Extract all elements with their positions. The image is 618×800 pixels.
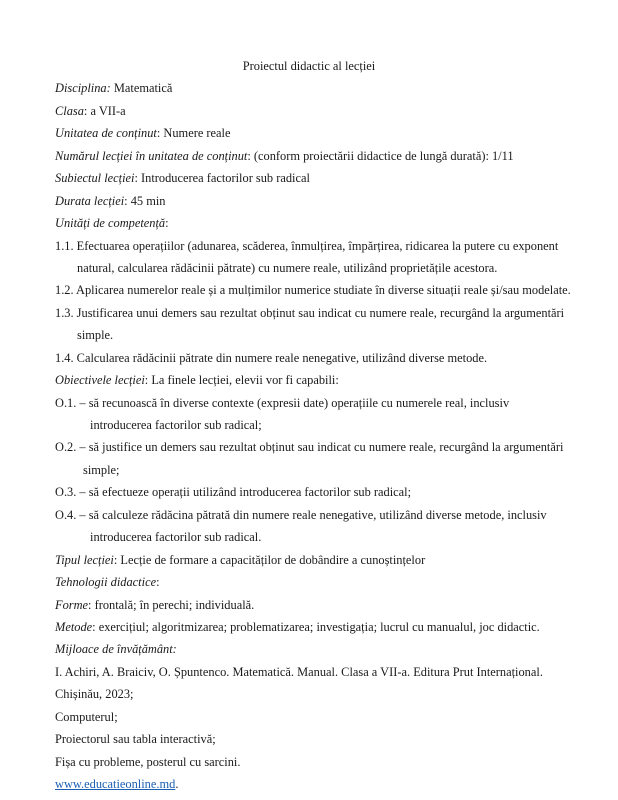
field-label: Numărul lecției în unitatea de conținut bbox=[55, 149, 248, 163]
field-value: : La finele lecției, elevii vor fi capabili: bbox=[144, 373, 339, 387]
obiectiv-o1-cont: introducerea factorilor sub radical; bbox=[90, 418, 262, 432]
field-label: Mijloace de învățământ: bbox=[55, 642, 177, 656]
field-label: Clasa bbox=[55, 104, 84, 118]
website-link[interactable]: www.educatieonline.md bbox=[55, 777, 176, 791]
field-label: Tehnologii didactice bbox=[55, 575, 157, 589]
mijloc-fisa: Fișa cu probleme, posterul cu sarcini. bbox=[55, 755, 241, 769]
field-value: : Lecție de formare a capacităților de dobândire a cunoștințelor bbox=[113, 553, 426, 567]
field-tipul bbox=[55, 552, 425, 568]
field-forme bbox=[55, 597, 254, 613]
field-value: : bbox=[165, 216, 169, 230]
field-label: Tipul lecției bbox=[55, 553, 114, 567]
mijloc-proiector: Proiectorul sau tabla interactivă; bbox=[55, 732, 216, 746]
obiective-heading bbox=[55, 372, 339, 388]
field-numarul bbox=[55, 148, 514, 164]
mijloc-manual: I. Achiri, A. Braiciv, O. Șpuntenco. Matematică. Manual. Clasa a VII-a. Editura Prut Internațional. bbox=[55, 665, 543, 679]
field-value: : (conform proiectării didactice de lungă durată): 1/11 bbox=[247, 149, 514, 163]
field-durata bbox=[55, 193, 165, 209]
mijloc-computer: Computerul; bbox=[55, 710, 118, 724]
field-value: Matematică bbox=[110, 81, 173, 95]
field-subiectul bbox=[55, 170, 310, 186]
field-value: : exercițiul; algoritmizarea; problematizarea; investigația; lucrul cu manualul, joc didactic. bbox=[92, 620, 540, 634]
field-label: Metode bbox=[55, 620, 93, 634]
field-label: Durata lecției bbox=[55, 194, 125, 208]
field-value: : bbox=[156, 575, 160, 589]
field-metode bbox=[55, 619, 540, 635]
page-title: Proiectul didactic al lecției bbox=[242, 59, 376, 73]
field-mijloace bbox=[55, 641, 177, 657]
competenta-1-1-cont: natural, calcularea rădăcinii pătrate) cu numere reale, utilizând proprietățile acestora. bbox=[77, 261, 498, 275]
obiectiv-o2-cont: simple; bbox=[83, 463, 120, 477]
field-label: Unități de competență bbox=[55, 216, 166, 230]
field-value: : frontală; în perechi; individuală. bbox=[88, 598, 255, 612]
website-line bbox=[55, 776, 178, 792]
obiectiv-o4-cont: introducerea factorilor sub radical. bbox=[90, 530, 262, 544]
competenta-1-3-cont: simple. bbox=[77, 328, 114, 342]
field-label: Disciplina: bbox=[55, 81, 111, 95]
competenta-1-1: 1.1. Efectuarea operațiilor (adunarea, scăderea, înmulțirea, împărțirea, ridicarea la putere cu exponent bbox=[55, 239, 559, 253]
field-label: Obiectivele lecției bbox=[55, 373, 145, 387]
obiectiv-o1: O.1. – să recunoască în diverse contexte (expresii date) operațiile cu numerele real, inclusiv bbox=[55, 396, 510, 410]
website-link-suffix: . bbox=[175, 777, 179, 791]
field-disciplina bbox=[55, 80, 172, 96]
competenta-1-4: 1.4. Calcularea rădăcinii pătrate din numere reale nenegative, utilizând diverse metode. bbox=[55, 351, 488, 365]
field-tehnologii bbox=[55, 574, 160, 590]
field-label: Unitatea de conținut bbox=[55, 126, 157, 140]
mijloc-manual-cont: Chișinău, 2023; bbox=[55, 687, 134, 701]
field-label: Subiectul lecției bbox=[55, 171, 135, 185]
field-unitatea bbox=[55, 125, 231, 141]
obiectiv-o2: O.2. – să justifice un demers sau rezultat obținut sau indicat cu numere reale, recurgând la argumentări bbox=[55, 440, 564, 454]
field-clasa bbox=[55, 103, 126, 119]
field-value: : Introducerea factorilor sub radical bbox=[134, 171, 310, 185]
field-label: Forme bbox=[55, 598, 89, 612]
obiectiv-o4: O.4. – să calculeze rădăcina pătrată din numere reale nenegative, utilizând diverse metode, inclusiv bbox=[55, 508, 547, 522]
competenta-1-2: 1.2. Aplicarea numerelor reale și a mulțimilor numerice studiate în diverse situații reale și/sau modelate. bbox=[55, 283, 571, 297]
competenta-1-3: 1.3. Justificarea unui demers sau rezultat obținut sau indicat cu numere reale, recurgând la argumentări bbox=[55, 306, 565, 320]
field-unitati bbox=[55, 215, 169, 231]
field-value: : a VII-a bbox=[83, 104, 126, 118]
obiectiv-o3: O.3. – să efectueze operații utilizând introducerea factorilor sub radical; bbox=[55, 485, 412, 499]
field-value: : Numere reale bbox=[156, 126, 231, 140]
field-value: : 45 min bbox=[124, 194, 166, 208]
